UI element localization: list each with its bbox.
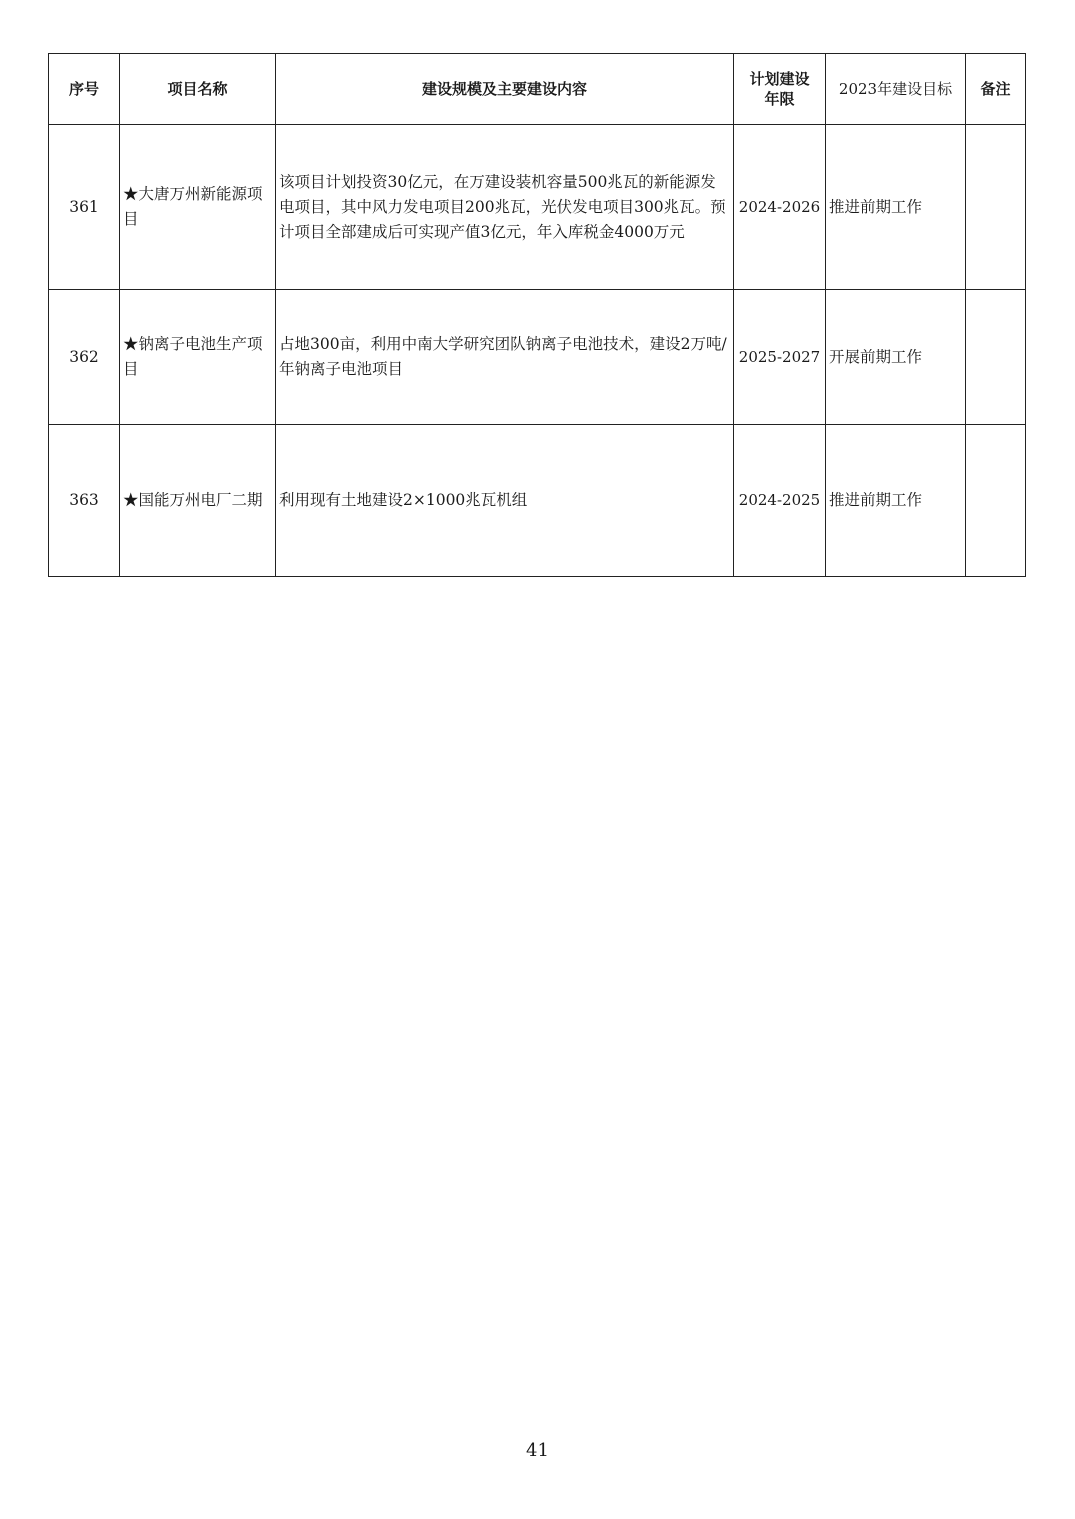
table-row xyxy=(49,425,1026,577)
table-row xyxy=(49,125,1026,290)
row-content: 利用现有土地建设2×1000兆瓦机组 xyxy=(276,425,734,577)
row-project-name: ★钠离子电池生产项目 xyxy=(120,290,276,425)
row-period: 2025-2027 xyxy=(734,290,826,425)
row-remark xyxy=(966,125,1026,290)
page-number: 41 xyxy=(526,1440,549,1461)
row-project-name: ★大唐万州新能源项目 xyxy=(120,125,276,290)
table-row xyxy=(49,290,1026,425)
row-content: 占地300亩，利用中南大学研究团队钠离子电池技术，建设2万吨/年钠离子电池项目 xyxy=(276,290,734,425)
row-remark xyxy=(966,290,1026,425)
row-goal: 推进前期工作 xyxy=(826,125,966,290)
row-seq: 361 xyxy=(49,125,120,290)
row-goal: 开展前期工作 xyxy=(826,290,966,425)
row-period: 2024-2026 xyxy=(734,125,826,290)
header-remark: 备注 xyxy=(966,54,1026,125)
row-goal: 推进前期工作 xyxy=(826,425,966,577)
row-content: 该项目计划投资30亿元，在万建设装机容量500兆瓦的新能源发电项目，其中风力发电项目200兆瓦，光伏发电项目300兆瓦。预计项目全部建成后可实现产值3亿元，年入库税金4000万元 xyxy=(276,125,734,290)
row-seq: 362 xyxy=(49,290,120,425)
project-table xyxy=(48,53,1026,577)
table-header-row xyxy=(49,54,1026,125)
header-seq: 序号 xyxy=(49,54,120,125)
header-project-name: 项目名称 xyxy=(120,54,276,125)
header-period: 计划建设年限 xyxy=(734,54,826,125)
row-seq: 363 xyxy=(49,425,120,577)
header-content: 建设规模及主要建设内容 xyxy=(276,54,734,125)
header-goal: 2023年建设目标 xyxy=(826,54,966,125)
row-remark xyxy=(966,425,1026,577)
row-period: 2024-2025 xyxy=(734,425,826,577)
row-project-name: ★国能万州电厂二期 xyxy=(120,425,276,577)
